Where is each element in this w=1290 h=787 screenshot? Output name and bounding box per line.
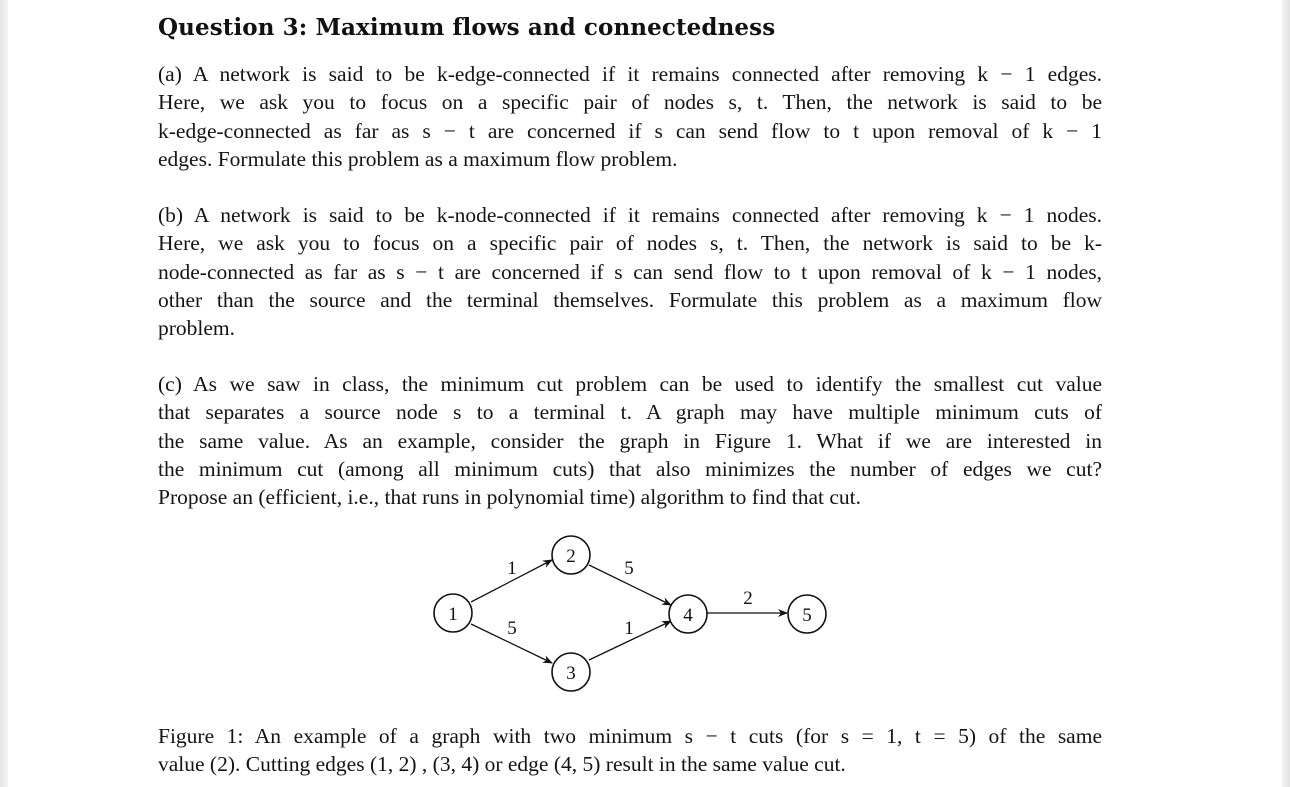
part-c-line: the same value. As an example, consider the graph in Figure 1. What if we are interested in: [158, 428, 1102, 453]
part-c-line: the minimum cut (among all minimum cuts) that also minimizes the number of edges we cut?: [158, 456, 1102, 481]
part-a-paragraph: [158, 60, 1102, 173]
node-label-3: 3: [566, 663, 576, 684]
part-a-line: (a) A network is said to be k-edge-connected if it remains connected after removing k − 1 edges.: [158, 62, 1102, 86]
figure-caption: [158, 722, 1102, 779]
graph-node-5: [788, 595, 826, 633]
part-c-paragraph: [158, 370, 1102, 511]
edge-weight-1-2: 1: [507, 558, 517, 579]
caption-line: Figure 1: An example of a graph with two minimum s − t cuts (for s = 1, t = 5) of the same: [158, 724, 1102, 748]
part-b-paragraph: [158, 201, 1102, 342]
page-shadow-right: [1282, 0, 1290, 787]
edge-weight-2-4: 5: [624, 558, 634, 579]
caption-line: value (2). Cutting edges (1, 2) , (3, 4) or edge (4, 5) result in the same value cut.: [158, 752, 846, 777]
graph-node-3: [552, 653, 590, 691]
node-label-2: 2: [566, 546, 576, 567]
edge-weight-4-5: 2: [743, 588, 753, 609]
node-label-5: 5: [802, 605, 812, 626]
node-label-1: 1: [448, 604, 458, 625]
node-label-4: 4: [683, 605, 693, 626]
part-b-line: (b) A network is said to be k-node-connected if it remains connected after removing k − 1 nodes.: [158, 203, 1102, 227]
part-c-line: (c) As we saw in class, the minimum cut problem can be used to identify the smallest cut value: [158, 372, 1102, 396]
graph-node-2: [552, 536, 590, 574]
part-a-line: k-edge-connected as far as s − t are concerned if s can send flow to t upon removal of k − 1: [158, 118, 1102, 143]
figure-1-graph: [420, 530, 840, 700]
graph-diagram: [420, 530, 840, 700]
part-b-line: node-connected as far as s − t are concerned if s can send flow to t upon removal of k − 1 nodes,: [158, 259, 1102, 284]
part-b-line: problem.: [158, 316, 236, 341]
part-c-line: Propose an (efficient, i.e., that runs in polynomial time) algorithm to find that cut.: [158, 485, 861, 510]
part-b-line: other than the source and the terminal themselves. Formulate this problem as a maximum flow: [158, 287, 1102, 312]
graph-node-4: [669, 595, 707, 633]
part-b-line: Here, we ask you to focus on a specific pair of nodes s, t. Then, the network is said to be k-: [158, 231, 1102, 256]
part-c-line: that separates a source node s to a terminal t. A graph may have multiple minimum cuts of: [158, 400, 1102, 425]
edge-weight-3-4: 1: [624, 618, 634, 639]
graph-node-1: [434, 594, 472, 632]
part-a-line: edges. Formulate this problem as a maximum flow problem.: [158, 146, 678, 171]
question-title: Question 3: Maximum flows and connectedness: [158, 14, 776, 41]
edge-weight-1-3: 5: [507, 618, 517, 639]
part-a-line: Here, we ask you to focus on a specific pair of nodes s, t. Then, the network is said to be: [158, 90, 1102, 115]
